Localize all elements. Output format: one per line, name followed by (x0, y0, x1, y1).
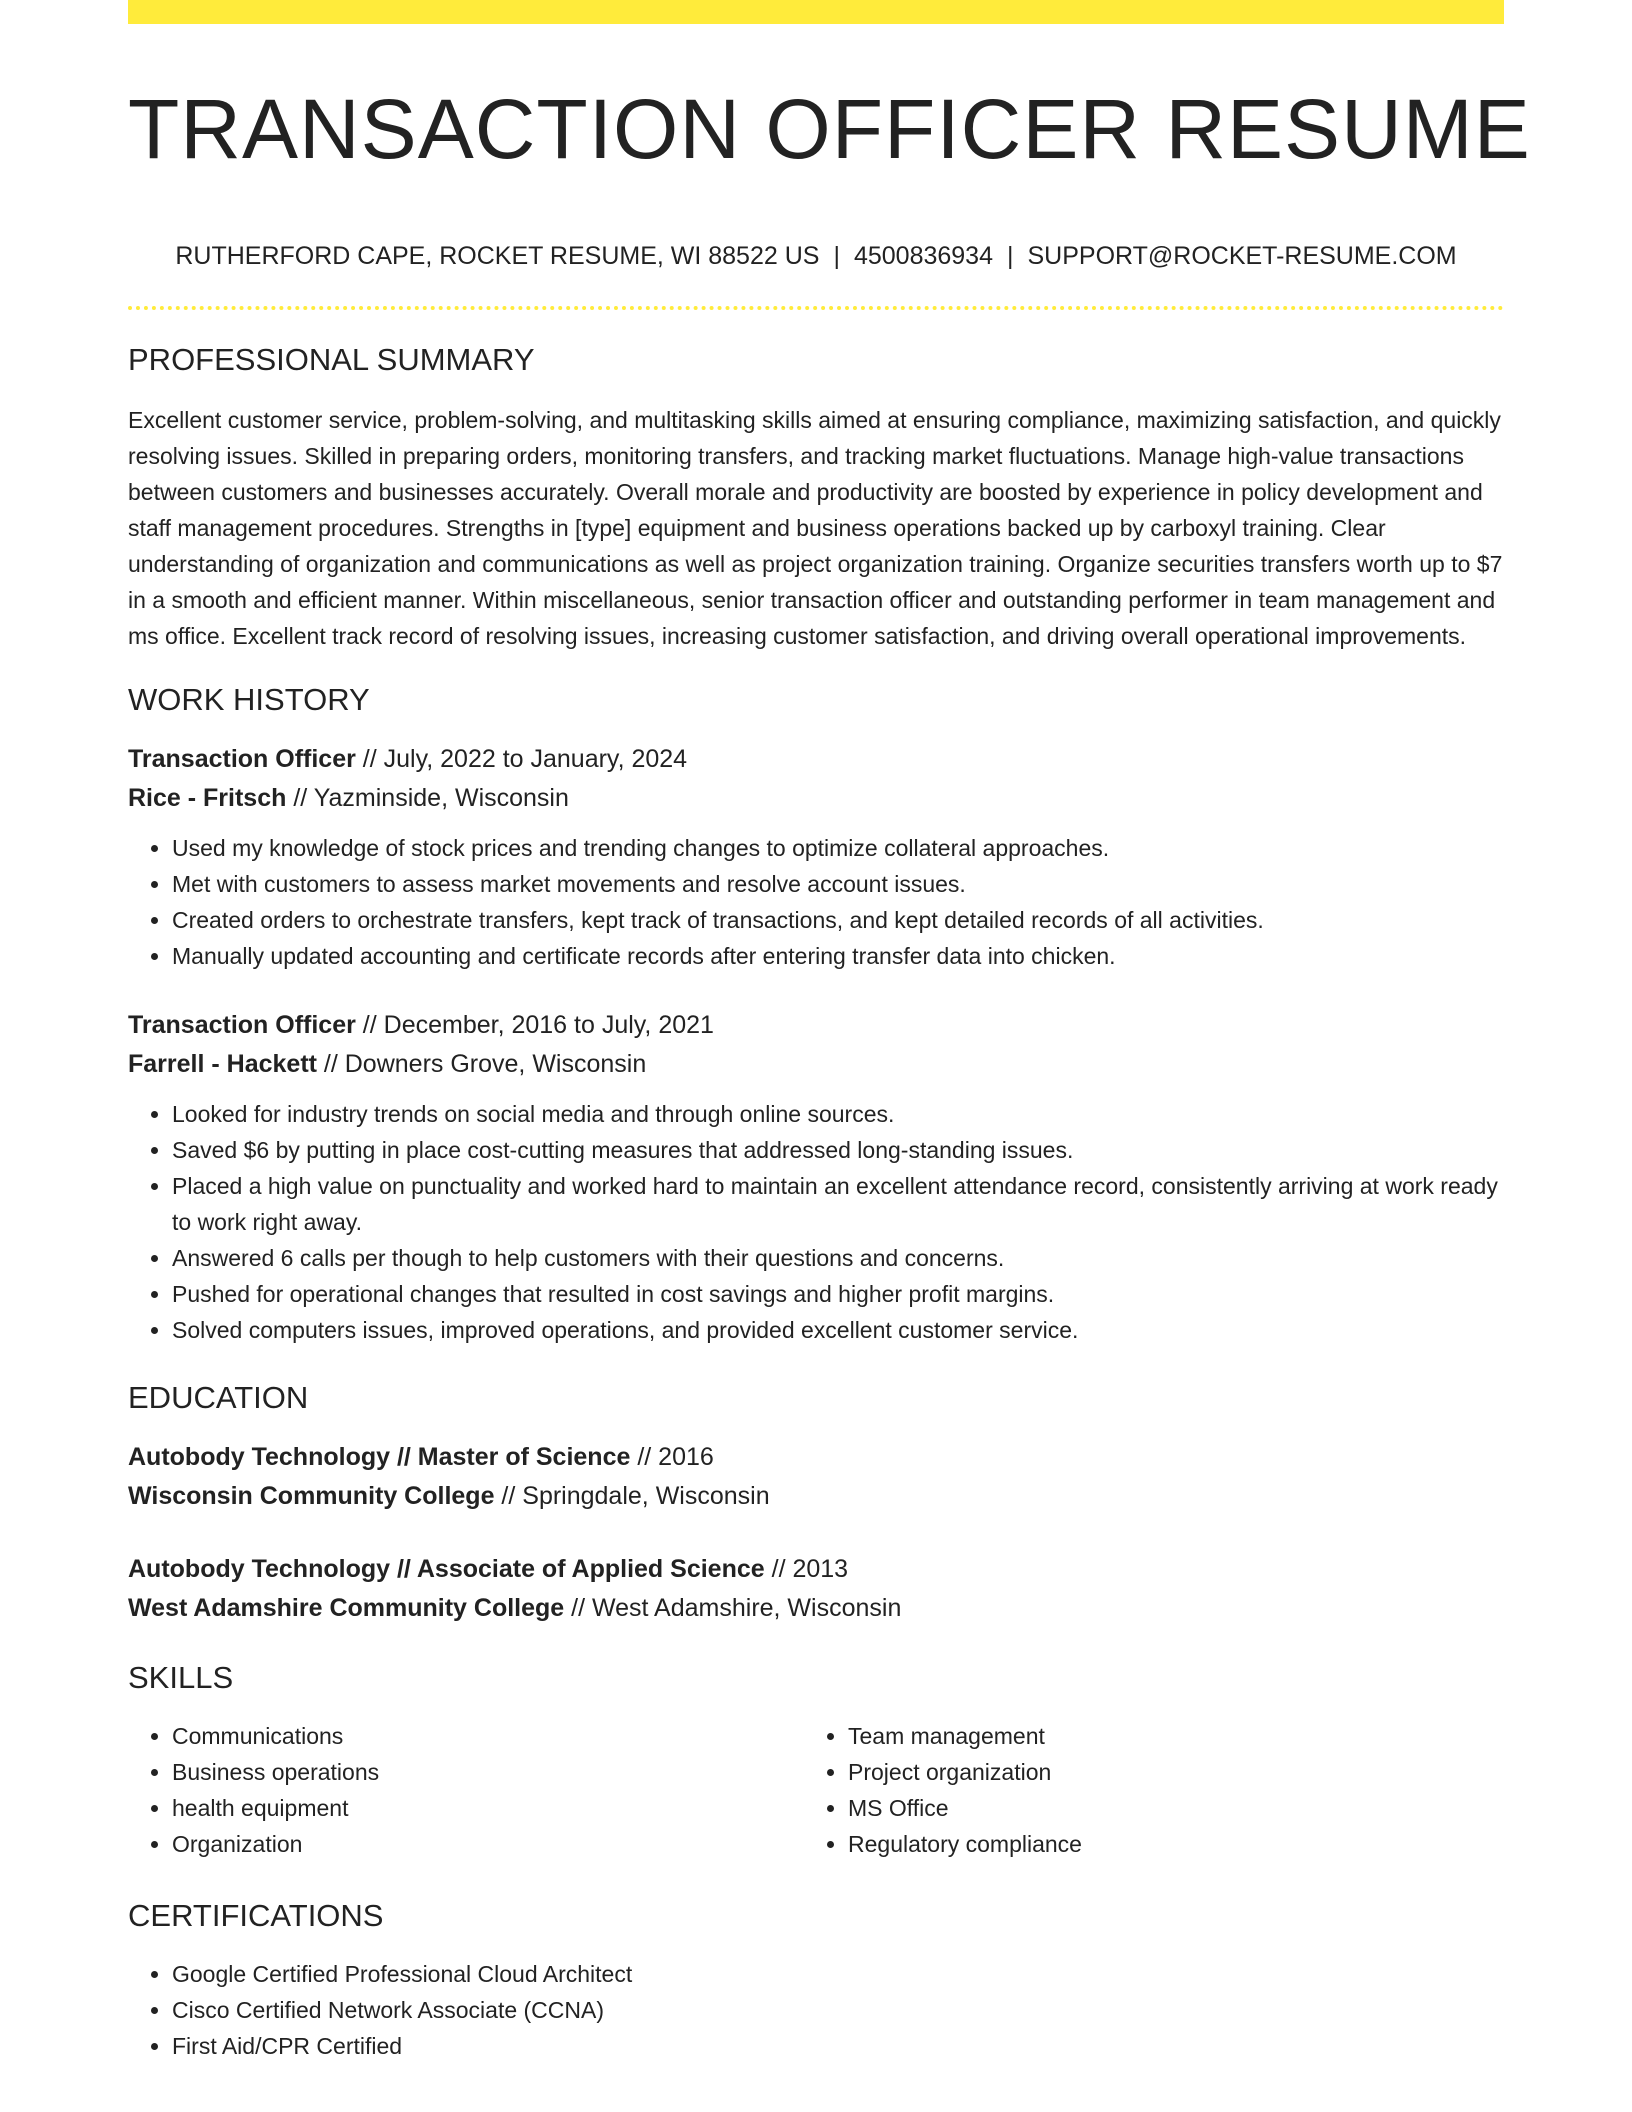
certifications-heading: CERTIFICATIONS (128, 1898, 384, 1933)
list-item: • Placed a high value on punctuality and worked hard to maintain an excellent attendance record, consistently arriving at work ready to work right away. (172, 1168, 1504, 1240)
education-year: // 2016 (630, 1443, 714, 1471)
list-item: • Pushed for operational changes that resulted in cost savings and higher profit margins. (172, 1276, 1504, 1312)
contact-address: RUTHERFORD CAPE, ROCKET RESUME, WI 88522 US (175, 242, 820, 270)
job-company-line (128, 1045, 1504, 1084)
job-bullets (128, 830, 1504, 974)
list-item: • Communications (172, 1718, 804, 1754)
contact-separator: | (1007, 242, 1014, 270)
job-company: Farrell - Hackett (128, 1050, 317, 1078)
education-school: West Adamshire Community College (128, 1594, 565, 1622)
contact-email: SUPPORT@ROCKET-RESUME.COM (1027, 242, 1457, 270)
list-item: • Project organization (848, 1754, 1480, 1790)
resume-content (128, 0, 1531, 2064)
job-company-line (128, 779, 1504, 818)
education-school: Wisconsin Community College (128, 1482, 495, 1510)
list-item: • Met with customers to assess market movements and resolve account issues. (172, 866, 1504, 902)
list-item: • Manually updated accounting and certificate records after entering transfer data into chicken. (172, 938, 1504, 974)
job-dates: // December, 2016 to July, 2021 (355, 1011, 714, 1039)
contact-phone: 4500836934 (853, 242, 993, 270)
job-dates: // July, 2022 to January, 2024 (355, 745, 688, 773)
education-location: // West Adamshire, Wisconsin (564, 1594, 902, 1622)
summary-text: Excellent customer service, problem-solving, and multitasking skills aimed at ensuring compliance, maximizing satisfaction, and quickly resolving issues. Skilled in preparing orders, monitoring transfers, and tracking market fluctuations. Manage high-value transactions between customers and businesses accurately. Overall morale and productivity are boosted by experience in policy development and staff management procedures. Strengths in [type] equipment and business operations backed up by carboxyl training. Clear understanding of organization and communications as well as project organization training. Organize securities transfers worth up to $7 in a smooth and efficient manner. Within miscellaneous, senior transaction officer and outstanding performer in team management and ms office. Excellent track record of resolving issues, increasing customer satisfaction, and driving overall operational improvements. (128, 407, 1503, 649)
job-title-line (128, 1006, 1504, 1045)
education-degree-line (128, 1550, 1504, 1589)
education-entry (128, 1550, 1504, 1628)
list-item: • Created orders to orchestrate transfers, kept track of transactions, and kept detailed records of all activities. (172, 902, 1504, 938)
education-degree: Autobody Technology // Associate of Applied Science (128, 1555, 765, 1583)
dotted-divider (128, 306, 1504, 310)
job-location: // Downers Grove, Wisconsin (316, 1050, 647, 1078)
certifications-list (128, 1956, 1504, 2064)
education-entry (128, 1438, 1504, 1516)
skills-grid (128, 1718, 1504, 1862)
education-year: // 2013 (764, 1555, 849, 1583)
list-item: • Team management (848, 1718, 1480, 1754)
list-item: • Organization (172, 1826, 804, 1862)
list-item: • Cisco Certified Network Associate (CCNA) (172, 1992, 1504, 2028)
list-item: • Answered 6 calls per though to help customers with their questions and concerns. (172, 1240, 1504, 1276)
list-item: • Google Certified Professional Cloud Architect (172, 1956, 1504, 1992)
work-history-heading: WORK HISTORY (128, 682, 370, 717)
list-item: • health equipment (172, 1790, 804, 1826)
list-item: • Saved $6 by putting in place cost-cutting measures that addressed long-standing issues. (172, 1132, 1504, 1168)
list-item: • Regulatory compliance (848, 1826, 1480, 1862)
job-location: // Yazminside, Wisconsin (286, 784, 569, 812)
job-bullets (128, 1096, 1504, 1348)
job-entry (128, 1006, 1504, 1348)
job-title-line (128, 740, 1504, 779)
page-title: TRANSACTION OFFICER RESUME (128, 82, 1531, 176)
list-item: • MS Office (848, 1790, 1480, 1826)
contact-separator: | (833, 242, 840, 270)
job-entry (128, 740, 1504, 974)
job-company: Rice - Fritsch (128, 784, 287, 812)
education-heading: EDUCATION (128, 1380, 309, 1415)
education-school-line (128, 1477, 1504, 1516)
job-title: Transaction Officer (128, 745, 356, 773)
job-title: Transaction Officer (128, 1011, 356, 1039)
contact-line (128, 240, 1504, 272)
skills-column-right (804, 1718, 1480, 1862)
summary-heading: PROFESSIONAL SUMMARY (128, 342, 535, 377)
list-item: • First Aid/CPR Certified (172, 2028, 1504, 2064)
list-item: • Solved computers issues, improved operations, and provided excellent customer service. (172, 1312, 1504, 1348)
list-item: • Used my knowledge of stock prices and trending changes to optimize collateral approaches. (172, 830, 1504, 866)
list-item: • Looked for industry trends on social media and through online sources. (172, 1096, 1504, 1132)
education-degree: Autobody Technology // Master of Science (128, 1443, 631, 1471)
skills-heading: SKILLS (128, 1660, 234, 1695)
education-location: // Springdale, Wisconsin (494, 1482, 770, 1510)
skills-column-left (128, 1718, 804, 1862)
education-school-line (128, 1589, 1504, 1628)
list-item: • Business operations (172, 1754, 804, 1790)
education-degree-line (128, 1438, 1504, 1477)
